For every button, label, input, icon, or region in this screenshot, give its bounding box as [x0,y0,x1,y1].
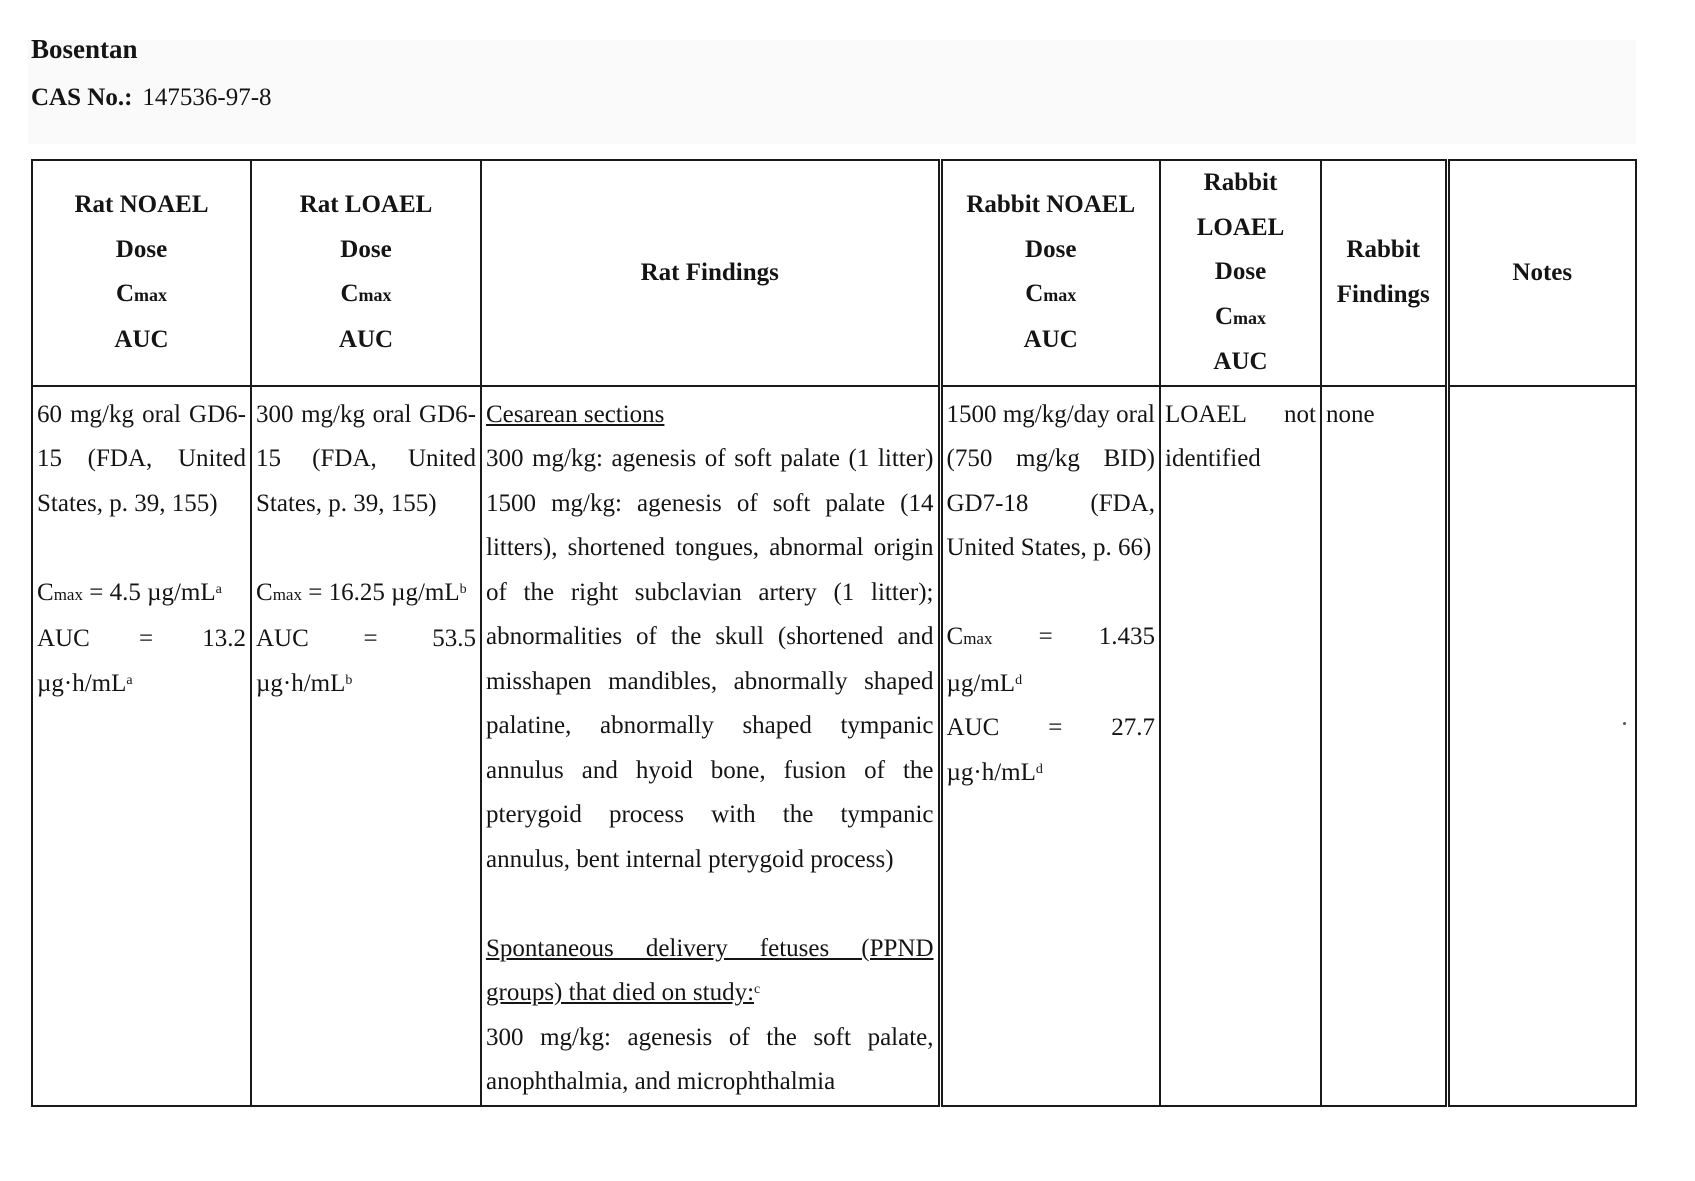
header-rat-findings: Rat Findings [481,160,940,386]
header-rabbit-noael: Rabbit NOAEL Dose Cmax AUC [940,160,1160,386]
header-rat-noael: Rat NOAEL Dose Cmax AUC [32,160,251,386]
header-rabbit-loael: Rabbit LOAEL Dose Cmax AUC [1160,160,1321,386]
cell-rabbit-loael: LOAEL not identified [1160,386,1321,1106]
cell-rat-noael: 60 mg/kg oral GD6- 15 (FDA, United States, p. 39, 155) Cmax = 4.5 $\mu g/mL^a$ AUC = 13.2 $\mu g\cdot h/mL^a$ [32,386,251,1106]
scan-speck [1623,722,1626,725]
cell-notes [1447,386,1636,1106]
rat-loael-auc: AUC = 53.5 [256,625,476,652]
cesarean-sections-heading: Cesarean sections [486,400,665,428]
cell-rabbit-noael: 1500 mg/kg/day oral (750 mg/kg BID) GD7-18 (FDA, United States, p. 66) Cmax = 1.435 $\mu g/mL^d$ AUC = 27.7 $\mu g\cdot h/mL^d$ [940,386,1160,1106]
rat-noael-cmax: Cmax = 4.5 $\mu g/mL^a$ [37,578,222,606]
spontaneous-delivery-heading: Spontaneous delivery fetuses (PPND groups) that died on study:$^c$ [486,934,934,1006]
cesarean-findings-text: 300 mg/kg: agenesis of soft palate (1 litter) 1500 mg/kg: agenesis of soft palate (14 litters), shortened tongues, abnormal origin of the right subclavian artery (1 litter); abnormalities of the skull (shortened and misshapen mandibles, abnormally shaped palatine, abnormally shaped tympanic annulus and hyoid bone, fusion of the pterygoid process with the tympanic annulus, bent internal pterygoid process) [486,445,934,873]
cas-number: 147536-97-8 [142,84,272,111]
header-notes: Notes [1447,160,1636,386]
rat-loael-cmax: Cmax = 16.25 $\mu g/mL^b$ [256,578,467,606]
cell-rat-findings [481,386,940,1106]
rabbit-noael-dose: 1500 mg/kg/day oral (750 mg/kg BID) GD7-18 (FDA, United States, p. 66) [946,400,1155,561]
cell-rabbit-findings: none [1321,386,1447,1106]
document-title: Bosentan [31,34,138,64]
cell-rat-loael: 300 mg/kg oral GD6- 15 (FDA, United States, p. 39, 155) Cmax = 16.25 $\mu g/mL^b$ AUC = 53.5 $\mu g\cdot h/mL^b$ [251,386,481,1106]
table-header-row [32,160,1636,386]
rabbit-noael-auc: AUC = 27.7 [946,714,1155,741]
cas-label: CAS No.: [31,84,133,111]
rabbit-noael-cmax: Cmax = 1.435 [946,623,1156,650]
spontaneous-delivery-text: 300 mg/kg: agenesis of the soft palate, anophthalmia, and microphthalmia [486,1023,934,1095]
rat-noael-auc: AUC = 13.2 [37,625,246,652]
toxicity-table [31,159,1637,1107]
header-rabbit-findings: Rabbit Findings [1321,160,1447,386]
cas-number-line [31,84,272,112]
table-row [32,386,1636,1106]
header-rat-loael: Rat LOAEL Dose Cmax AUC [251,160,481,386]
